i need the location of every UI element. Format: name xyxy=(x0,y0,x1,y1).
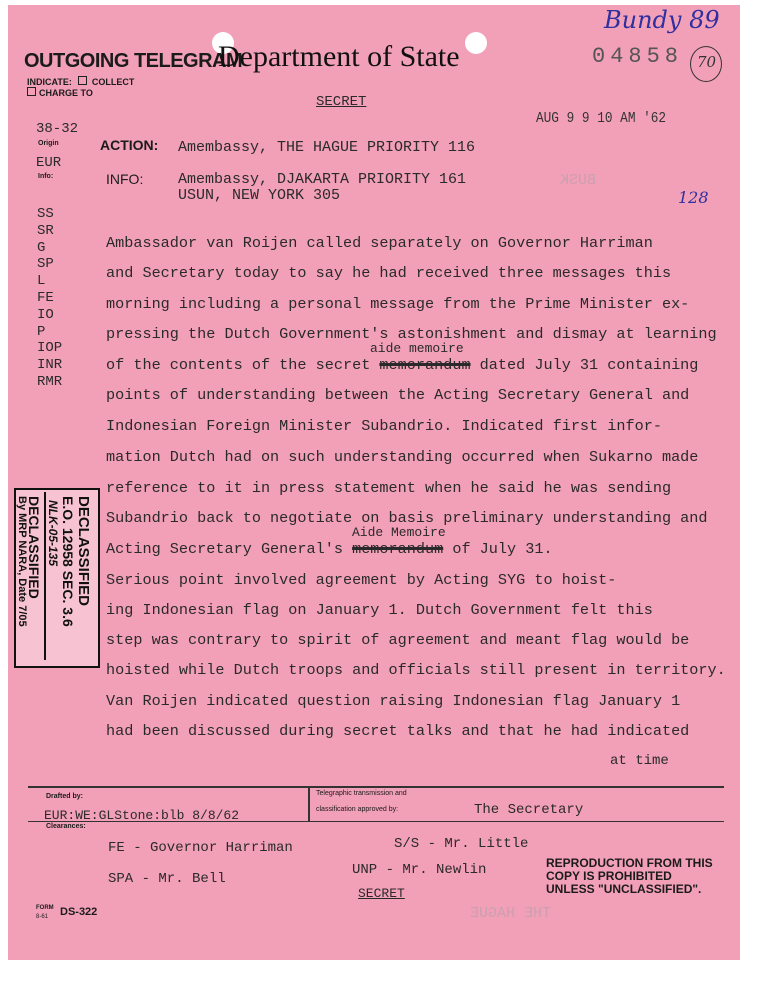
stamp-case-number: NLK-05-135 xyxy=(46,500,60,567)
reproduction-notice: REPRODUCTION FROM THIS COPY IS PROHIBITED UNLESS "UNCLASSIFIED". xyxy=(546,856,713,896)
action-addressee: Amembassy, THE HAGUE PRIORITY 116 xyxy=(178,139,476,156)
handwritten-ref: 128 xyxy=(678,188,709,207)
message-line: points of understanding between the Acting Secretary General and xyxy=(106,386,690,404)
message-line: Van Roijen indicated question raising Indonesian flag January 1 xyxy=(106,692,681,710)
handwritten-insert-1: aide memoire xyxy=(370,341,464,356)
message-line: had been discussed during secret talks and that he had indicated xyxy=(106,722,690,740)
form-label: FORM xyxy=(36,905,54,911)
footer-rule-top xyxy=(28,786,724,788)
clearance-item-right: S/S - Mr. Little xyxy=(394,836,529,852)
struck-word: memorandum xyxy=(352,540,444,558)
control-number: 04858 xyxy=(592,44,684,69)
collect-checkbox[interactable] xyxy=(78,76,87,85)
message-line: and Secretary today to say he had received three messages this xyxy=(106,264,672,282)
distribution-item: SS xyxy=(37,206,54,222)
charge-to-label: CHARGE TO xyxy=(27,87,93,98)
message-line: ing Indonesian flag on January 1. Dutch Government felt this xyxy=(106,601,653,619)
clearances-label: Clearances: xyxy=(46,823,86,830)
origin-label: Origin xyxy=(38,140,59,147)
form-title: OUTGOING TELEGRAM xyxy=(24,50,243,72)
form-date: 8-61 xyxy=(36,914,49,920)
classification-top: SECRET xyxy=(316,94,367,110)
distribution-item: IOP xyxy=(37,340,63,357)
distribution-item: SP xyxy=(37,256,54,273)
classification-approval-label: classification approved by: xyxy=(316,806,399,813)
message-line: morning including a personal message from the Prime Minister ex- xyxy=(106,295,690,313)
distribution-item: L xyxy=(37,273,46,290)
clearance-item-right: UNP - Mr. Newlin xyxy=(352,862,487,878)
classification-bottom: SECRET xyxy=(358,886,405,901)
circled-number: 70 xyxy=(690,46,722,82)
stamp-by-line: By MRP NARA, Date 7/05 xyxy=(16,496,28,627)
message-line: reference to it in press statement when he said he was sending xyxy=(106,479,672,497)
indicate-label: INDICATE: COLLECT xyxy=(27,77,135,87)
distribution-list xyxy=(37,206,62,391)
punch-hole-right xyxy=(465,32,487,54)
footer-divider xyxy=(308,786,310,822)
distribution-item: SR xyxy=(37,222,54,239)
approved-by: The Secretary xyxy=(474,802,584,818)
bleed-through-mark: BUSK xyxy=(560,172,597,189)
message-line: Serious point involved agreement by Acting SYG to hoist- xyxy=(106,571,617,589)
message-line: Indonesian Foreign Minister Subandrio. Indicated first infor- xyxy=(106,417,662,435)
distribution-item: IO xyxy=(37,306,54,323)
origin-bureau: EUR xyxy=(36,155,62,171)
department-name: Department of State xyxy=(218,40,460,73)
bleed-through-mark: THE HAGUE xyxy=(470,905,552,922)
drafted-by-label: Drafted by: xyxy=(46,793,83,800)
info-addressee-1: Amembassy, DJAKARTA PRIORITY 161 xyxy=(178,171,467,188)
info-label-small: Info: xyxy=(38,173,54,180)
message-line: hoisted while Dutch troops and officials still present in territory. xyxy=(106,661,726,679)
message-line: pressing the Dutch Government's astonishment and dismay at learning xyxy=(106,325,717,343)
stamp-title: DECLASSIFIED xyxy=(26,496,42,599)
distribution-item: INR xyxy=(37,357,63,374)
timestamp-stamp: AUG 9 9 10 AM '62 xyxy=(536,110,667,127)
distribution-item: FE xyxy=(37,289,54,306)
form-number: DS-322 xyxy=(60,906,98,918)
info-addressee-2: USUN, NEW YORK 305 xyxy=(178,187,341,204)
transmission-label: Telegraphic transmission and xyxy=(316,790,407,797)
message-line: Subandrio back to negotiate on basis preliminary understanding and xyxy=(106,509,708,527)
stamp-authority: E.O. 12958 SEC. 3.6 xyxy=(60,496,76,627)
distribution-item: P xyxy=(37,323,46,340)
message-line: mation Dutch had on such understanding occurred when Sukarno made xyxy=(106,448,699,466)
distribution-item: G xyxy=(37,239,46,256)
message-line: Ambassador van Roijen called separately on Governor Harriman xyxy=(106,234,653,252)
message-line: step was contrary to spirit of agreement and meant flag would be xyxy=(106,631,690,649)
charge-checkbox[interactable] xyxy=(27,87,36,96)
handwritten-note: Bundy 89 xyxy=(604,6,720,34)
stamp-title-large: DECLASSIFIED xyxy=(75,496,92,607)
clearance-item: FE - Governor Harriman xyxy=(108,840,293,856)
drafted-by: EUR:WE:GLStone:blb 8/8/62 xyxy=(44,808,240,823)
origin-code: 38-32 xyxy=(36,121,79,137)
message-line: Acting Secretary General's memorandum of July 31. xyxy=(106,540,553,558)
continuation-insert: at time xyxy=(610,753,669,769)
message-line: of the contents of the secret memorandum dated July 31 containing xyxy=(106,356,699,374)
info-label: INFO: xyxy=(106,171,144,187)
handwritten-insert-2: Aide Memoire xyxy=(352,525,446,540)
distribution-item: RMR xyxy=(37,373,63,390)
action-label: ACTION: xyxy=(100,137,159,153)
clearance-item: SPA - Mr. Bell xyxy=(108,871,226,887)
declassified-stamp xyxy=(14,488,100,668)
struck-word: memorandum xyxy=(379,356,471,374)
